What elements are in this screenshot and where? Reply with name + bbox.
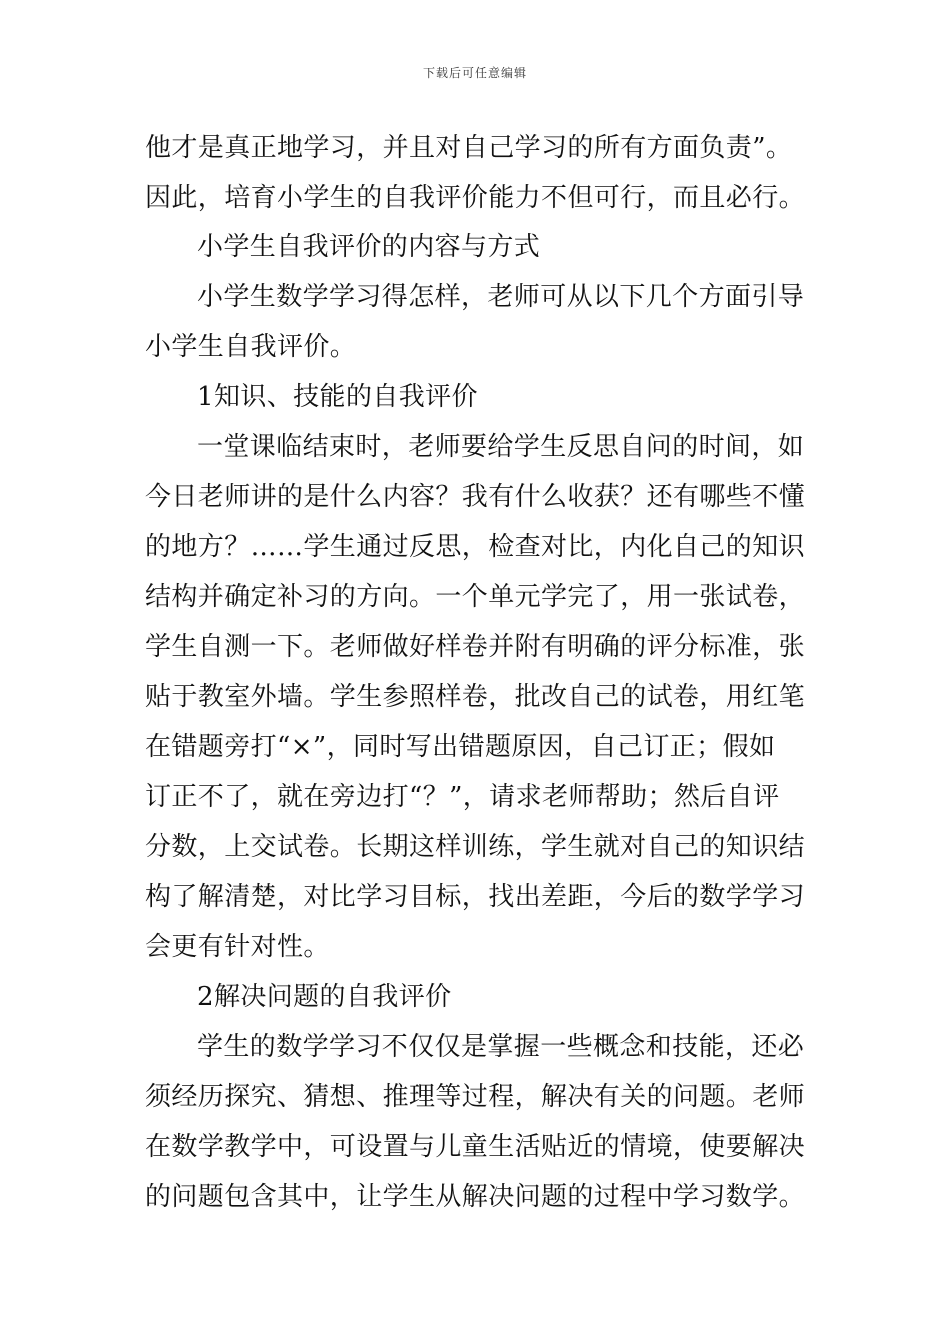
body-line: 结构并确定补习的方向。一个单元学完了，用一张试卷， [145,582,806,612]
section-heading: 小学生自我评价的内容与方式 [197,232,541,262]
body-line: 的地方？……学生通过反思，检查对比，内化自己的知识 [145,532,806,562]
subsection-heading: 2解决问题的自我评价 [197,982,452,1012]
body-line: 须经历探究、猜想、推理等过程，解决有关的问题。老师 [145,1082,806,1112]
body-line: 贴于教室外墙。学生参照样卷，批改自己的试卷，用红笔 [145,682,806,712]
subsection-heading: 1知识、技能的自我评价 [197,382,478,412]
body-line: 的问题包含其中，让学生从解决问题的过程中学习数学。 [145,1182,806,1212]
body-line: 构了解清楚，对比学习目标，找出差距，今后的数学学习 [145,882,806,912]
body-line: 今日老师讲的是什么内容？我有什么收获？还有哪些不懂 [145,482,806,512]
body-line: 他才是真正地学习，并且对自己学习的所有方面负责”。 [145,133,793,163]
paragraph-start: 一堂课临结束时，老师要给学生反思自问的时间，如 [197,432,805,462]
paragraph-start: 小学生数学学习得怎样，老师可从以下几个方面引导 [197,282,805,312]
paragraph-start: 学生的数学学习不仅仅是掌握一些概念和技能，还必 [197,1032,805,1062]
body-line: 在错题旁打“×”，同时写出错题原因，自己订正；假如 [145,732,776,762]
page-header: 下载后可任意编辑 [422,66,527,80]
body-line: 学生自测一下。老师做好样卷并附有明确的评分标准，张 [145,632,806,662]
body-line: 会更有针对性。 [145,932,330,962]
body-line: 因此，培育小学生的自我评价能力不但可行，而且必行。 [145,183,806,213]
body-line: 分数，上交试卷。长期这样训练，学生就对自己的知识结 [145,832,806,862]
body-line: 在数学教学中，可设置与儿童生活贴近的情境，使要解决 [145,1132,806,1162]
body-line: 小学生自我评价。 [145,332,357,362]
body-line: 订正不了，就在旁边打“？”，请求老师帮助；然后自评 [145,782,780,812]
